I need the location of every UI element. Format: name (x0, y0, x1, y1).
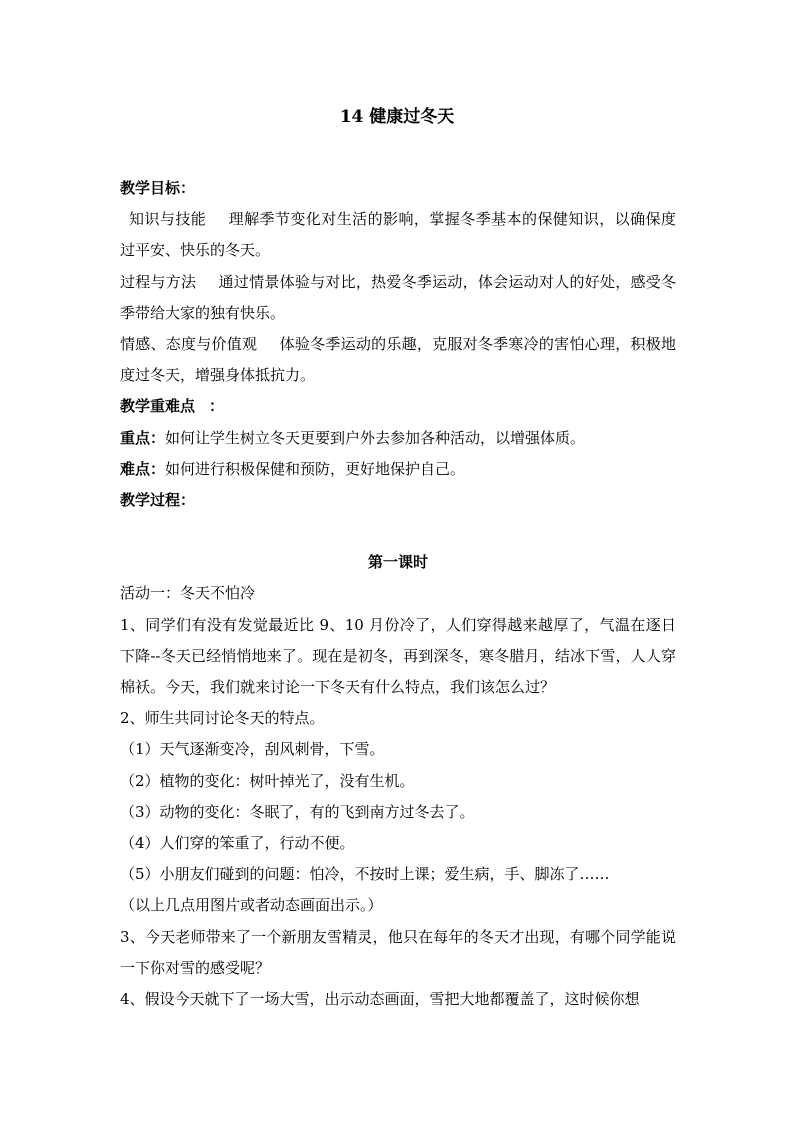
key-points-heading-colon: ： (209, 397, 225, 416)
lesson-item-2: 2、师生共同讨论冬天的特点。 (120, 709, 325, 728)
focus-text: 如何让学生树立冬天更要到户外去参加各种活动，以增强体质。 (165, 428, 586, 447)
lesson-item-3: 3、今天老师带来了一个新朋友雪精灵，他只在每年的冬天才出现，有哪个同学能说一下你对雪的感受呢？ (120, 927, 676, 977)
goal-emotion (120, 329, 676, 391)
lesson-item-4: 4、假设今天就下了一场大雪，出示动态画面，雪把大地都覆盖了，这时候你想 (120, 990, 640, 1009)
goal-process (120, 267, 676, 329)
lesson-heading: 第一课时 (367, 553, 428, 572)
goal-process-label: 过程与方法 (120, 272, 197, 291)
goal-knowledge-label: 知识与技能 (129, 210, 207, 229)
goal-knowledge (120, 204, 676, 266)
process-heading: 教学过程： (120, 491, 196, 510)
document-body (120, 173, 676, 1015)
activity-title: 活动一：冬天不怕冷 (120, 584, 256, 603)
difficulty-line (120, 454, 676, 485)
key-points-heading (120, 391, 676, 422)
goal-emotion-text: 体验冬季运动的乐趣，克服对冬季寒冷的害怕心理，积极地度过冬天，增强身体抵抗力。 (120, 335, 676, 385)
sub-item-3: （3）动物的变化：冬眠了，有的飞到南方过冬去了。 (120, 802, 475, 821)
sub-item-5: （5）小朋友们碰到的问题：怕冷，不按时上课；爱生病，手、脚冻了…… (120, 865, 610, 884)
lesson-note: （以上几点用图片或者动态画面出示。） (120, 896, 383, 915)
goal-process-text: 通过情景体验与对比，热爱冬季运动，体会运动对人的好处，感受冬季带给大家的独有快乐。 (120, 272, 676, 322)
focus-label: 重点： (120, 428, 166, 447)
sub-item-1: （1）天气逐渐变冷，刮风刺骨，下雪。 (120, 740, 385, 759)
sub-item-2: （2）植物的变化：树叶掉光了，没有生机。 (120, 771, 415, 790)
goal-knowledge-text: 理解季节变化对生活的影响，掌握冬季基本的保健知识，以确保度过平安、快乐的冬天。 (120, 210, 676, 260)
sub-item-4: （4）人们穿的笨重了，行动不便。 (120, 834, 355, 853)
goal-emotion-label: 情感、态度与价值观 (120, 335, 258, 354)
document-title: 14 健康过冬天 (339, 107, 455, 127)
difficulty-text: 如何进行积极保健和预防，更好地保护自己。 (165, 459, 466, 478)
difficulty-label: 难点： (120, 459, 166, 478)
lesson-item-1: 1、同学们有没有发觉最近比 9、10 月份冷了，人们穿得越来越厚了，气温在逐日下降--冬天已经悄悄地来了。现在是初冬，再到深冬，寒冬腊月，结冰下雪，人人穿棉袄。今天，我们就来讨论一下冬天有什么特点，我们该怎么过？ (120, 615, 676, 697)
focus-line (120, 423, 676, 454)
key-points-heading-text: 教学重难点 (120, 397, 196, 416)
goals-heading: 教学目标： (120, 179, 196, 197)
